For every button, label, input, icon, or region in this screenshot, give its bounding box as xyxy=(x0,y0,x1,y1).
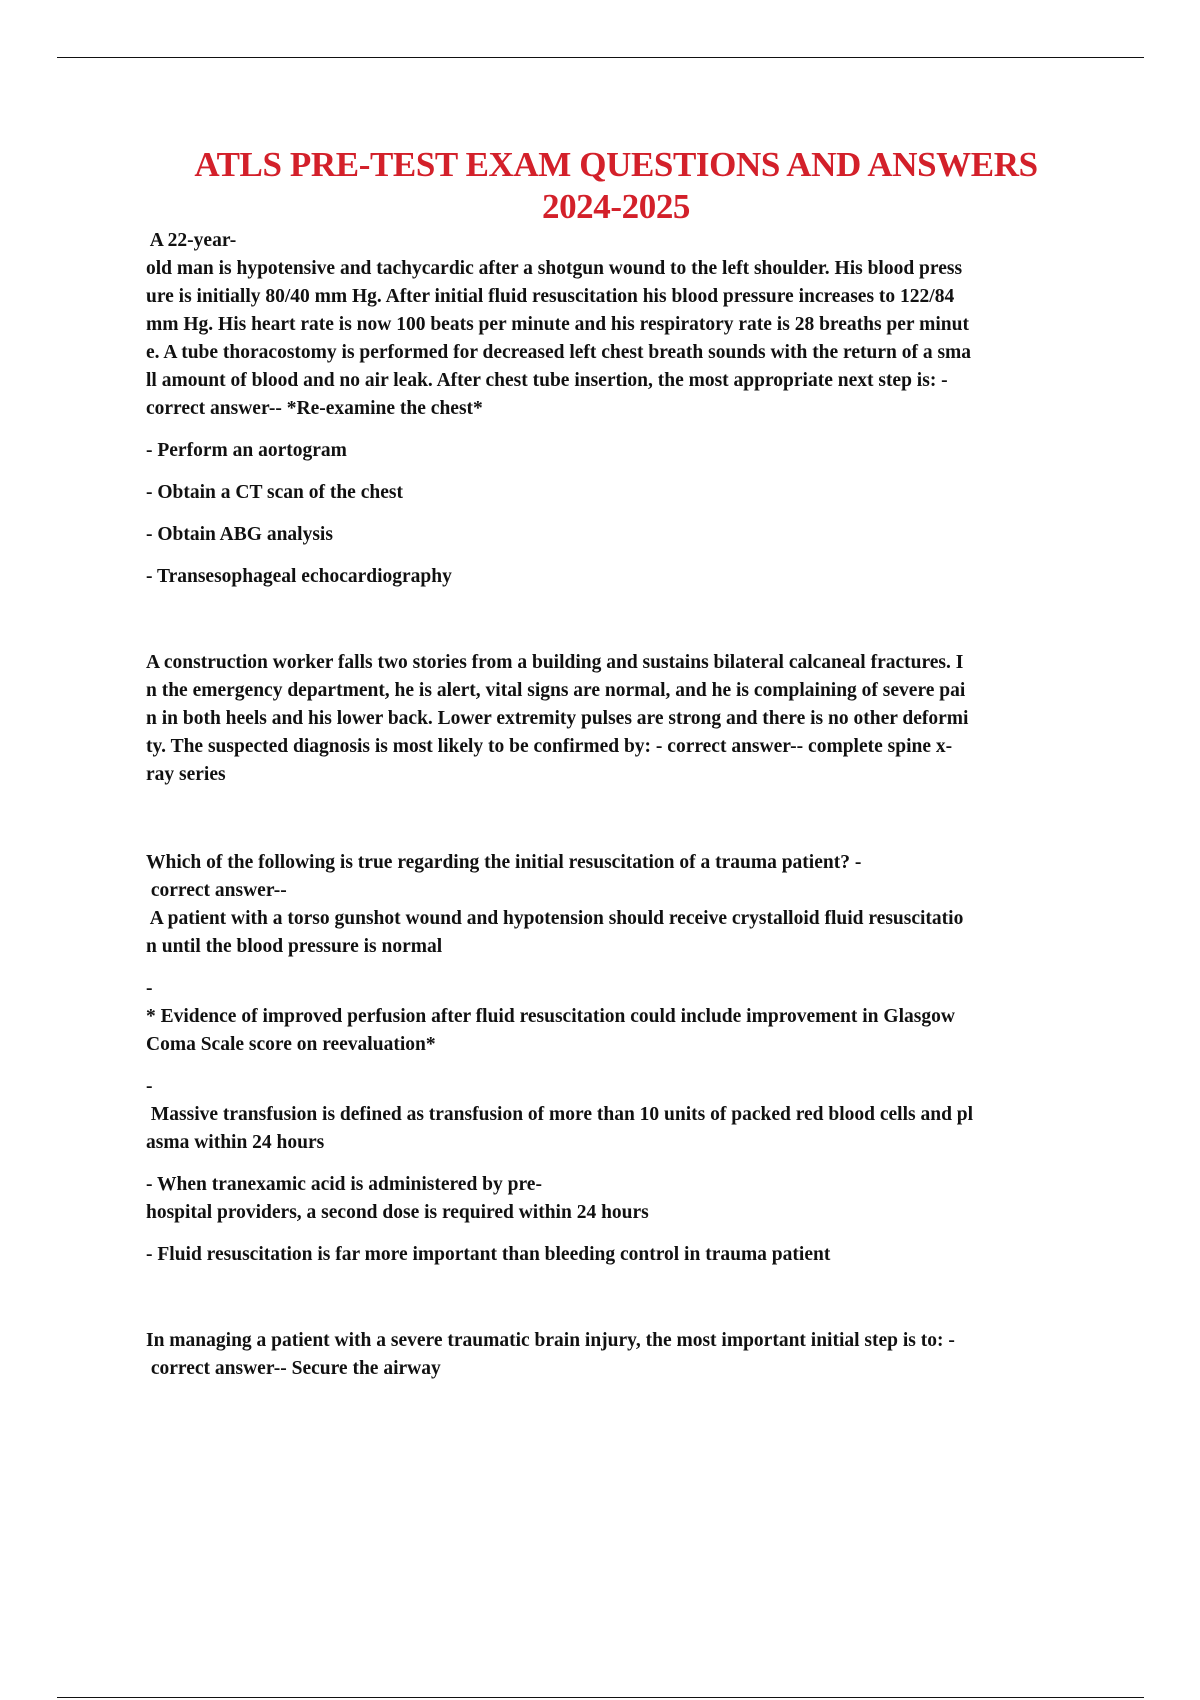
question-line: mm Hg. His heart rate is now 100 beats per minute and his respiratory rate is 28 breaths per minut xyxy=(146,314,969,335)
option-line: - Transesophageal echocardiography xyxy=(146,566,452,587)
option-separator: - xyxy=(146,1076,153,1097)
footer-rule xyxy=(57,1697,1144,1698)
title-line-1: ATLS PRE-TEST EXAM QUESTIONS AND ANSWERS xyxy=(194,145,1038,184)
option-line: asma within 24 hours xyxy=(146,1132,325,1153)
answer-label: correct answer-- xyxy=(146,880,287,901)
answer-line: correct answer-- Secure the airway xyxy=(146,1358,441,1379)
option-line: - Obtain a CT scan of the chest xyxy=(146,482,403,503)
question-2 xyxy=(146,649,1086,789)
option-line: - Perform an aortogram xyxy=(146,440,347,461)
page-title xyxy=(0,144,1200,228)
question-line: ty. The suspected diagnosis is most likely to be confirmed by: - correct answer-- complete spine x- xyxy=(146,736,953,757)
option-line: A patient with a torso gunshot wound and hypotension should receive crystalloid fluid resuscitatio xyxy=(146,908,964,929)
question-3 xyxy=(146,849,1086,1269)
question-4 xyxy=(146,1327,1086,1383)
question-line: e. A tube thoracostomy is performed for decreased left chest breath sounds with the return of a sma xyxy=(146,342,972,363)
document-body xyxy=(146,227,1086,1383)
option-line: - Obtain ABG analysis xyxy=(146,524,333,545)
question-line: n in both heels and his lower back. Lower extremity pulses are strong and there is no other deformi xyxy=(146,708,969,729)
question-line: old man is hypotensive and tachycardic after a shotgun wound to the left shoulder. His blood press xyxy=(146,258,963,279)
question-line: ray series xyxy=(146,764,226,785)
question-line: In managing a patient with a severe traumatic brain injury, the most important initial step is to: - xyxy=(146,1330,955,1351)
question-line: n the emergency department, he is alert, vital signs are normal, and he is complaining of severe pai xyxy=(146,680,966,701)
option-line: hospital providers, a second dose is required within 24 hours xyxy=(146,1202,649,1223)
question-line: ure is initially 80/40 mm Hg. After initial fluid resuscitation his blood pressure increases to 122/84 xyxy=(146,286,955,307)
option-line: Coma Scale score on reevaluation* xyxy=(146,1034,436,1055)
option-line: Massive transfusion is defined as transfusion of more than 10 units of packed red blood cells and pl xyxy=(146,1104,974,1125)
option-line: * Evidence of improved perfusion after fluid resuscitation could include improvement in Glasgow xyxy=(146,1006,955,1027)
question-line: ll amount of blood and no air leak. After chest tube insertion, the most appropriate next step is: - xyxy=(146,370,948,391)
option-separator: - xyxy=(146,978,153,999)
header-rule xyxy=(57,57,1144,58)
title-line-2: 2024-2025 xyxy=(541,187,691,226)
question-line: A construction worker falls two stories from a building and sustains bilateral calcaneal fractures. I xyxy=(146,652,964,673)
option-line: n until the blood pressure is normal xyxy=(146,936,443,957)
option-line: - When tranexamic acid is administered by pre- xyxy=(146,1174,542,1195)
question-stem: Which of the following is true regarding the initial resuscitation of a trauma patient? - xyxy=(146,852,862,873)
answer-line: correct answer-- *Re-examine the chest* xyxy=(146,398,483,419)
option-line: - Fluid resuscitation is far more important than bleeding control in trauma patient xyxy=(146,1244,831,1265)
question-line: A 22-year- xyxy=(146,230,237,251)
question-1 xyxy=(146,227,1086,591)
